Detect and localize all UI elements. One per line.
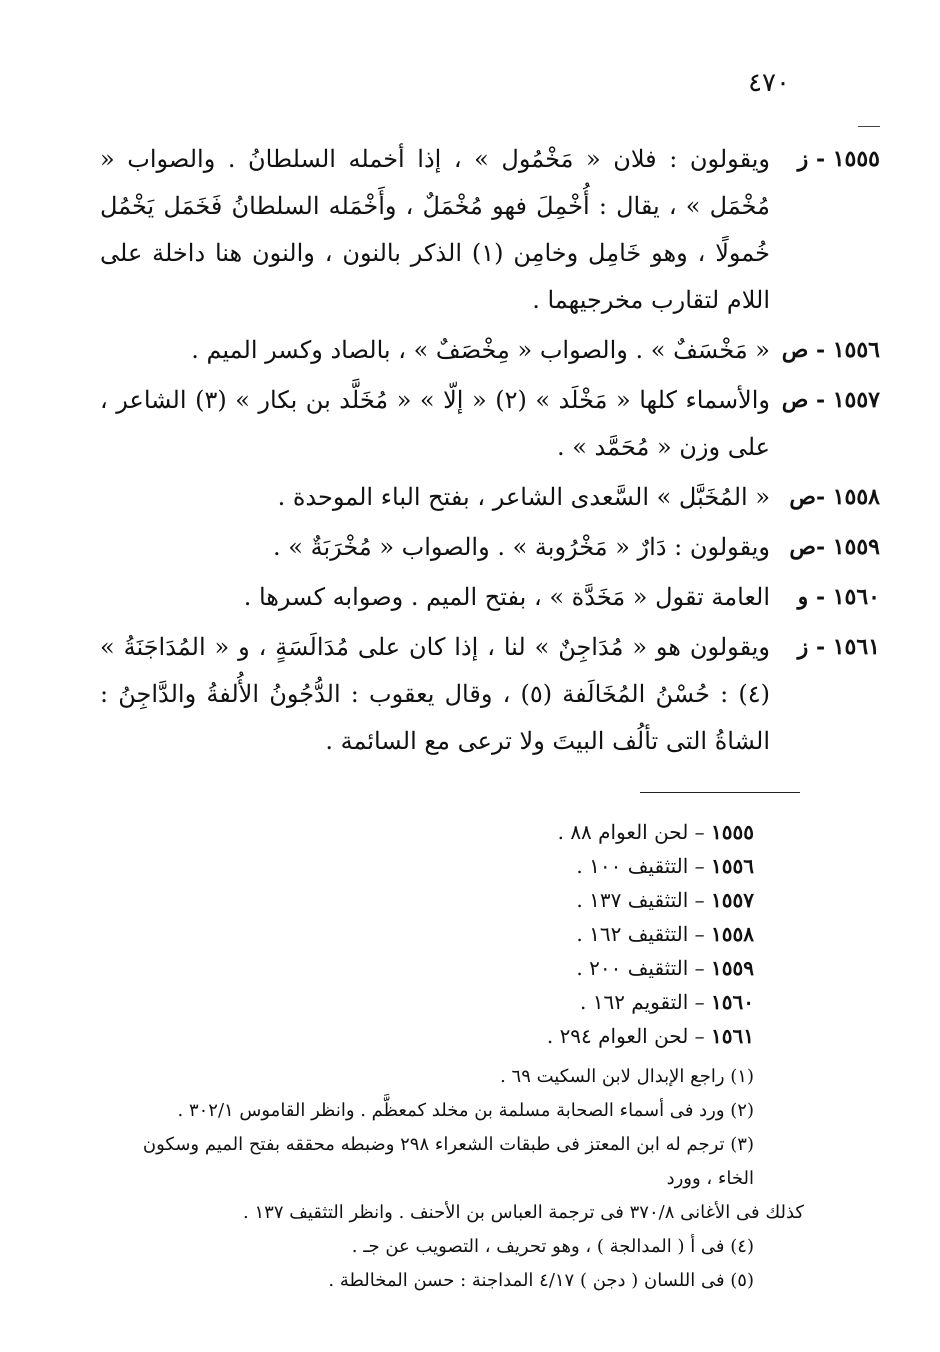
footnote-continuation: كذلك فى الأغانى ٣٧٠/٨ فى ترجمة العباس بن الأحنف . وانظر التثقيف ١٣٧ . <box>243 1202 804 1223</box>
reference-number: ١٥٥٨ <box>711 922 754 946</box>
entry-text: ويقولون هو « مُدَاجِنٌ » لنا ، إذا كان على مُدَالَسَةٍ ، و « المُدَاجَنَةُ » (٤) : حُسْنُ المُخَالَفة (٥) ، وقال يعقوب : الدُّجُونُ الأُلفةُ والدَّاجِنُ : الشاةُ التى تألُف البيتَ ولا ترعى مع السائمة . <box>100 633 771 755</box>
margin-mark <box>858 126 880 127</box>
entries-list <box>100 136 880 768</box>
reference-text: – التثقيف ١٦٢ . <box>576 922 705 946</box>
entry-text: العامة تقول « مَخَدَّة » ، بفتح الميم . وصوابه كسرها . <box>243 583 770 611</box>
entry-text: ويقولون : فلان « مَخْمُول » ، إذا أخمله السلطانُ . والصواب « مُخْمَل » ، يقال : أُخْمِلَ فهو مُخْمَلٌ ، وأَخْمَله السلطانُ فَخَمَل يَخْمُل خُمولًا ، وهو خَامِل وخامِن (١) الذكر بالنون ، والنون هنا داخلة على اللام لتقارب مخرجيهما . <box>100 145 770 314</box>
entry <box>100 136 880 324</box>
reference-number: ١٥٦١ <box>711 1024 754 1048</box>
reference-number: ١٥٥٦ <box>711 854 754 878</box>
reference-text: – لحن العوام ٢٩٤ . <box>546 1024 705 1048</box>
reference-text: – لحن العوام ٨٨ . <box>557 820 705 844</box>
footnote: (٤) فى أ ( المدالجة ) ، وهو تحريف ، التصويب عن جـ . <box>351 1236 754 1257</box>
reference-item <box>194 917 754 951</box>
entry-text: « المُخَبَّل » السَّعدى الشاعر ، بفتح الباء الموحدة . <box>277 483 770 511</box>
entry-text: والأسماء كلها « مَخْلَد » (٢) « إلّا » « مُخَلَّد بن بكار » (٣) الشاعر ، على وزن « مُحَمَّد » . <box>100 386 770 461</box>
footnote: (٢) ورد فى أسماء الصحابة مسلمة بن مخلد كمعظَّم . وانظر القاموس ٣٠٢/١ . <box>177 1100 754 1121</box>
entry-number: ١٥٥٩ -ص <box>789 534 880 560</box>
reference-item <box>194 1019 754 1053</box>
footnote: (٥) فى اللسان ( دجن ) ٤/١٧ المداجنة : حسن المخالطة . <box>328 1270 754 1291</box>
entry <box>100 474 880 521</box>
entry-number: ١٥٥٧ - ص <box>781 387 880 413</box>
reference-text: – التقويم ١٦٢ . <box>579 990 705 1014</box>
reference-number: ١٥٥٧ <box>711 888 754 912</box>
reference-number: ١٥٥٩ <box>711 956 754 980</box>
footnotes-list <box>104 1060 804 1298</box>
footnote <box>104 1128 804 1230</box>
entry <box>100 624 880 765</box>
footnote-text: (٣) ترجم له ابن المعتز فى طبقات الشعراء ٢٩٨ وضبطه محققه بفتح الميم وسكون الخاء ، وورد <box>142 1134 754 1189</box>
reference-item <box>194 883 754 917</box>
page-number: ٤٧٠ <box>748 68 790 98</box>
reference-item <box>194 951 754 985</box>
entry-number: ١٥٦٠ - و <box>797 584 880 610</box>
entry-text: « مَخْسَفٌ » . والصواب « مِخْصَفٌ » ، بالصاد وكسر الميم . <box>191 336 770 364</box>
entry <box>100 377 880 471</box>
reference-text: – التثقيف ٢٠٠ . <box>576 956 705 980</box>
reference-item <box>194 815 754 849</box>
entry <box>100 574 880 621</box>
footnote-divider <box>640 792 800 793</box>
reference-number: ١٥٦٠ <box>711 990 754 1014</box>
reference-text: – التثقيف ١٣٧ . <box>576 888 705 912</box>
reference-item <box>194 985 754 1019</box>
entry-number: ١٥٦١ - ز <box>797 634 880 660</box>
entry <box>100 327 880 374</box>
entry-number: ١٥٥٦ - ص <box>781 337 880 363</box>
reference-text: – التثقيف ١٠٠ . <box>576 854 705 878</box>
entry <box>100 524 880 571</box>
entry-text: ويقولون : دَارٌ « مَخْرُوبة » . والصواب « مُخْرَبَةٌ » . <box>273 533 770 561</box>
entry-number: ١٥٥٥ - ز <box>797 146 880 172</box>
reference-number: ١٥٥٥ <box>711 820 754 844</box>
entry-number: ١٥٥٨ -ص <box>789 484 880 510</box>
reference-item <box>194 849 754 883</box>
references-list <box>194 815 754 1053</box>
footnote: (١) راجع الإبدال لابن السكيت ٦٩ . <box>500 1066 754 1087</box>
